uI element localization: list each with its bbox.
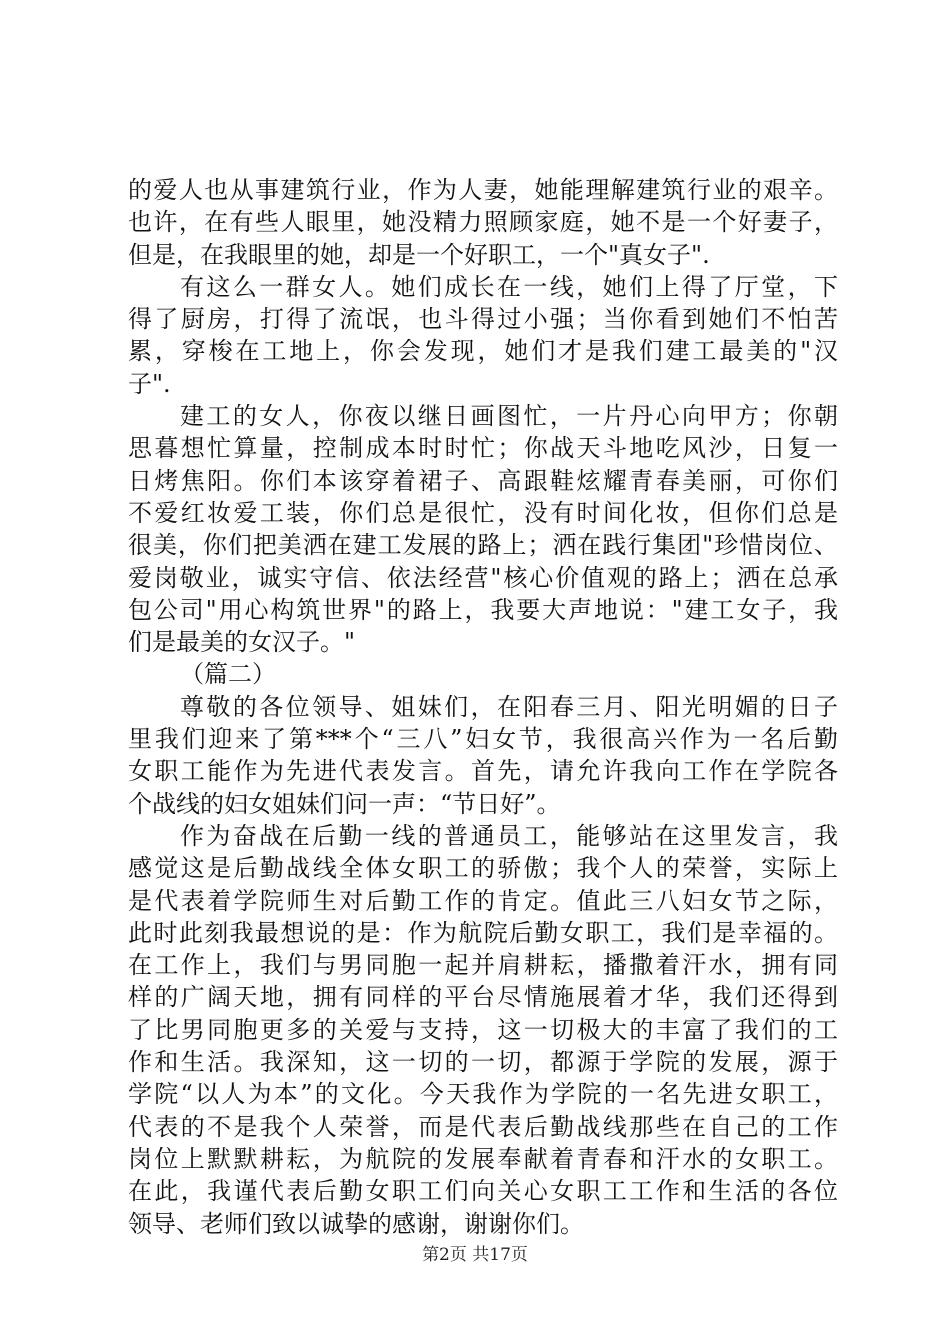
page-footer: [0, 1240, 950, 1265]
text-line: 作和生活。我深知，这一切的一切，都源于学院的发展，源于: [128, 1048, 838, 1077]
text-line: 建工的女人，你夜以继日画图忙，一片丹心向甲方；你朝: [180, 402, 838, 431]
text-line: 得了厨房，打得了流氓，也斗得过小强；当你看到她们不怕苦: [128, 305, 838, 334]
text-line: 很美，你们把美洒在建工发展的路上；洒在践行集团"珍惜岗位、: [128, 531, 838, 560]
text-line: 此时此刻我最想说的是：作为航院后勤女职工，我们是幸福的。: [128, 918, 838, 947]
document-body: [128, 174, 838, 1240]
text-line: 代表的不是我个人荣誉，而是代表后勤战线那些在自己的工作: [128, 1112, 838, 1141]
text-line: 是代表着学院师生对后勤工作的肯定。值此三八妇女节之际，: [128, 886, 838, 915]
text-line: 有这么一群女人。她们成长在一线，她们上得了厅堂，下: [180, 272, 838, 301]
text-line: 样的广阔天地，拥有同样的平台尽情施展着才华，我们还得到: [128, 983, 838, 1012]
text-line: 个战线的妇女姐妹们问一声：“节日好”。: [128, 789, 561, 818]
text-line: 的爱人也从事建筑行业，作为人妻，她能理解建筑行业的艰辛。: [128, 176, 838, 204]
section-heading: （篇二）: [180, 660, 276, 689]
text-line: 也许，在有些人眼里，她没精力照顾家庭，她不是一个好妻子，: [128, 208, 838, 237]
text-line: 女职工能作为先进代表发言。首先，请允许我向工作在学院各: [128, 757, 838, 786]
text-line: 学院“以人为本”的文化。今天我作为学院的一名先进女职工，: [128, 1080, 838, 1109]
text-line: 在工作上，我们与男同胞一起并肩耕耘，播撒着汗水，拥有同: [128, 951, 838, 980]
text-line: 不爱红妆爱工装，你们总是很忙，没有时间化妆，但你们总是: [128, 498, 838, 527]
text-line: 里我们迎来了第***个“三八”妇女节，我很高兴作为一名后勤: [128, 725, 838, 754]
text-line: 岗位上默默耕耘，为航院的发展奉献着青春和汗水的女职工。: [128, 1144, 838, 1173]
text-line: 在此，我谨代表后勤女职工们向关心女职工工作和生活的各位: [128, 1177, 838, 1206]
text-line: 们是最美的女汉子。": [128, 628, 356, 657]
text-line: 包公司"用心构筑世界"的路上，我要大声地说："建工女子，我: [128, 595, 838, 624]
text-line: 爱岗敬业，诚实守信、依法经营"核心价值观的路上；洒在总承: [128, 563, 838, 592]
text-line: 子".: [128, 369, 171, 398]
text-line: 累，穿梭在工地上，你会发现，她们才是我们建工最美的"汉: [128, 337, 838, 366]
text-line: 了比男同胞更多的关爱与支持，这一切极大的丰富了我们的工: [128, 1015, 838, 1044]
text-line: 日烤焦阳。你们本该穿着裙子、高跟鞋炫耀青春美丽，可你们: [128, 466, 838, 495]
text-line: 思暮想忙算量，控制成本时时忙；你战天斗地吃风沙，日复一: [128, 434, 838, 463]
text-line: 尊敬的各位领导、姐妹们，在阳春三月、阳光明媚的日子: [180, 692, 838, 721]
text-line: 作为奋战在后勤一线的普通员工，能够站在这里发言，我: [180, 821, 838, 850]
page-number: 第2页 共17页: [422, 1245, 528, 1265]
text-line: 但是，在我眼里的她，却是一个好职工，一个"真女子".: [128, 240, 710, 269]
text-line: 领导、老师们致以诚挚的感谢，谢谢你们。: [128, 1209, 584, 1238]
text-line: 感觉这是后勤战线全体女职工的骄傲；我个人的荣誉，实际上: [128, 854, 838, 883]
